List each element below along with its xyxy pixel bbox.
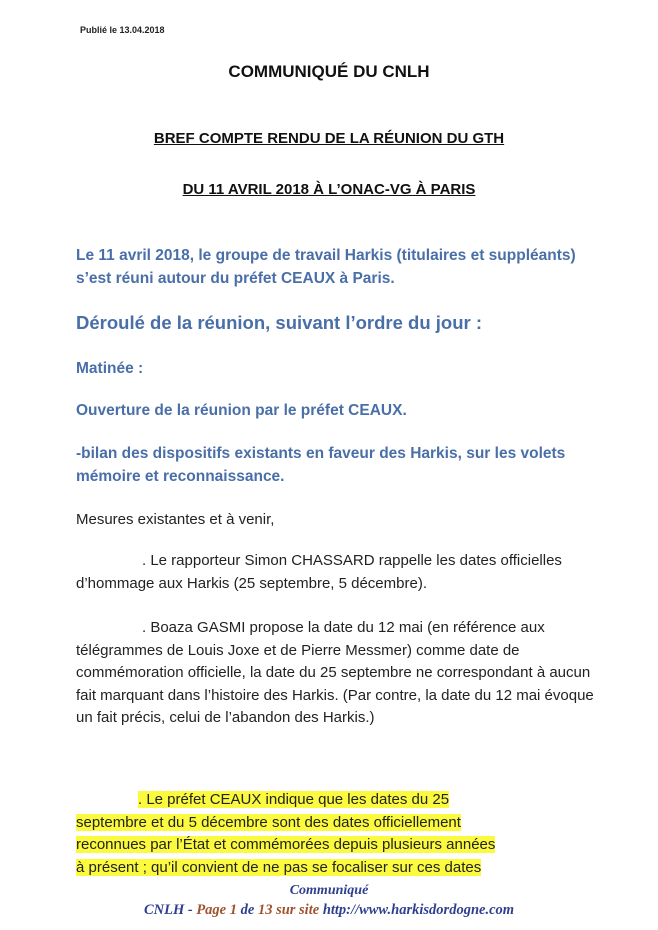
footer-site-text: sur site — [272, 902, 323, 918]
item-ceaux-highlighted — [76, 789, 596, 879]
meeting-date-title: DU 11 AVRIL 2018 À L’ONAC-VG À PARIS — [182, 181, 476, 198]
footer-of-word: de — [237, 902, 258, 918]
mesures-line: Mesures existantes et à venir, — [76, 511, 275, 528]
item-chassard: . Le rapporteur Simon CHASSARD rappelle les dates officielles d’hommage aux Harkis (25 septembre, 5 décembre). — [76, 552, 562, 592]
publication-date: Publié le 13.04.2018 — [80, 25, 165, 35]
footer-communique: Communiqué — [289, 883, 369, 898]
footer-page-info — [0, 902, 658, 919]
bilan-paragraph: -bilan des dispositifs existants en faveur des Harkis, sur les volets mémoire et reconnaissance. — [76, 445, 566, 485]
opening-line: Ouverture de la réunion par le préfet CEAUX. — [76, 402, 407, 419]
agenda-heading: Déroulé de la réunion, suivant l’ordre du jour : — [76, 312, 483, 333]
item-gasmi: . Boaza GASMI propose la date du 12 mai (en référence aux télégrammes de Louis Joxe et de Pierre Messmer) comme date de commémoration officielle, la date du 25 septembre ne correspondant à aucun fait marquant dans l’histoire des Harkis. (Par contre, la date du 12 mai évoque un fait précis, celui de l’abandon des Harkis.) — [76, 619, 594, 726]
footer-page-word: Page — [196, 902, 230, 918]
footer-url-link[interactable]: http://www.harkisdordogne.com — [322, 902, 515, 918]
highlighted-line-2: septembre et du 5 décembre sont des dates officiellement — [76, 813, 461, 831]
highlighted-line-4: à présent ; qu’il convient de ne pas se focaliser sur ces dates — [76, 858, 482, 876]
communique-title: COMMUNIQUÉ DU CNLH — [228, 62, 430, 81]
intro-paragraph: Le 11 avril 2018, le groupe de travail Harkis (titulaires et suppléants) s’est réuni autour du préfet CEAUX à Paris. — [76, 247, 576, 287]
footer-org: CNLH - — [143, 902, 197, 918]
highlighted-line-1: . Le préfet CEAUX indique que les dates du 25 — [138, 791, 450, 808]
report-title: BREF COMPTE RENDU DE LA RÉUNION DU GTH — [153, 130, 505, 147]
footer-total-pages: 13 — [257, 902, 273, 918]
footer-page-number: 1 — [229, 902, 237, 918]
highlighted-line-3: reconnues par l’État et commémorées depuis plusieurs années — [76, 836, 496, 853]
morning-heading: Matinée : — [76, 360, 144, 377]
